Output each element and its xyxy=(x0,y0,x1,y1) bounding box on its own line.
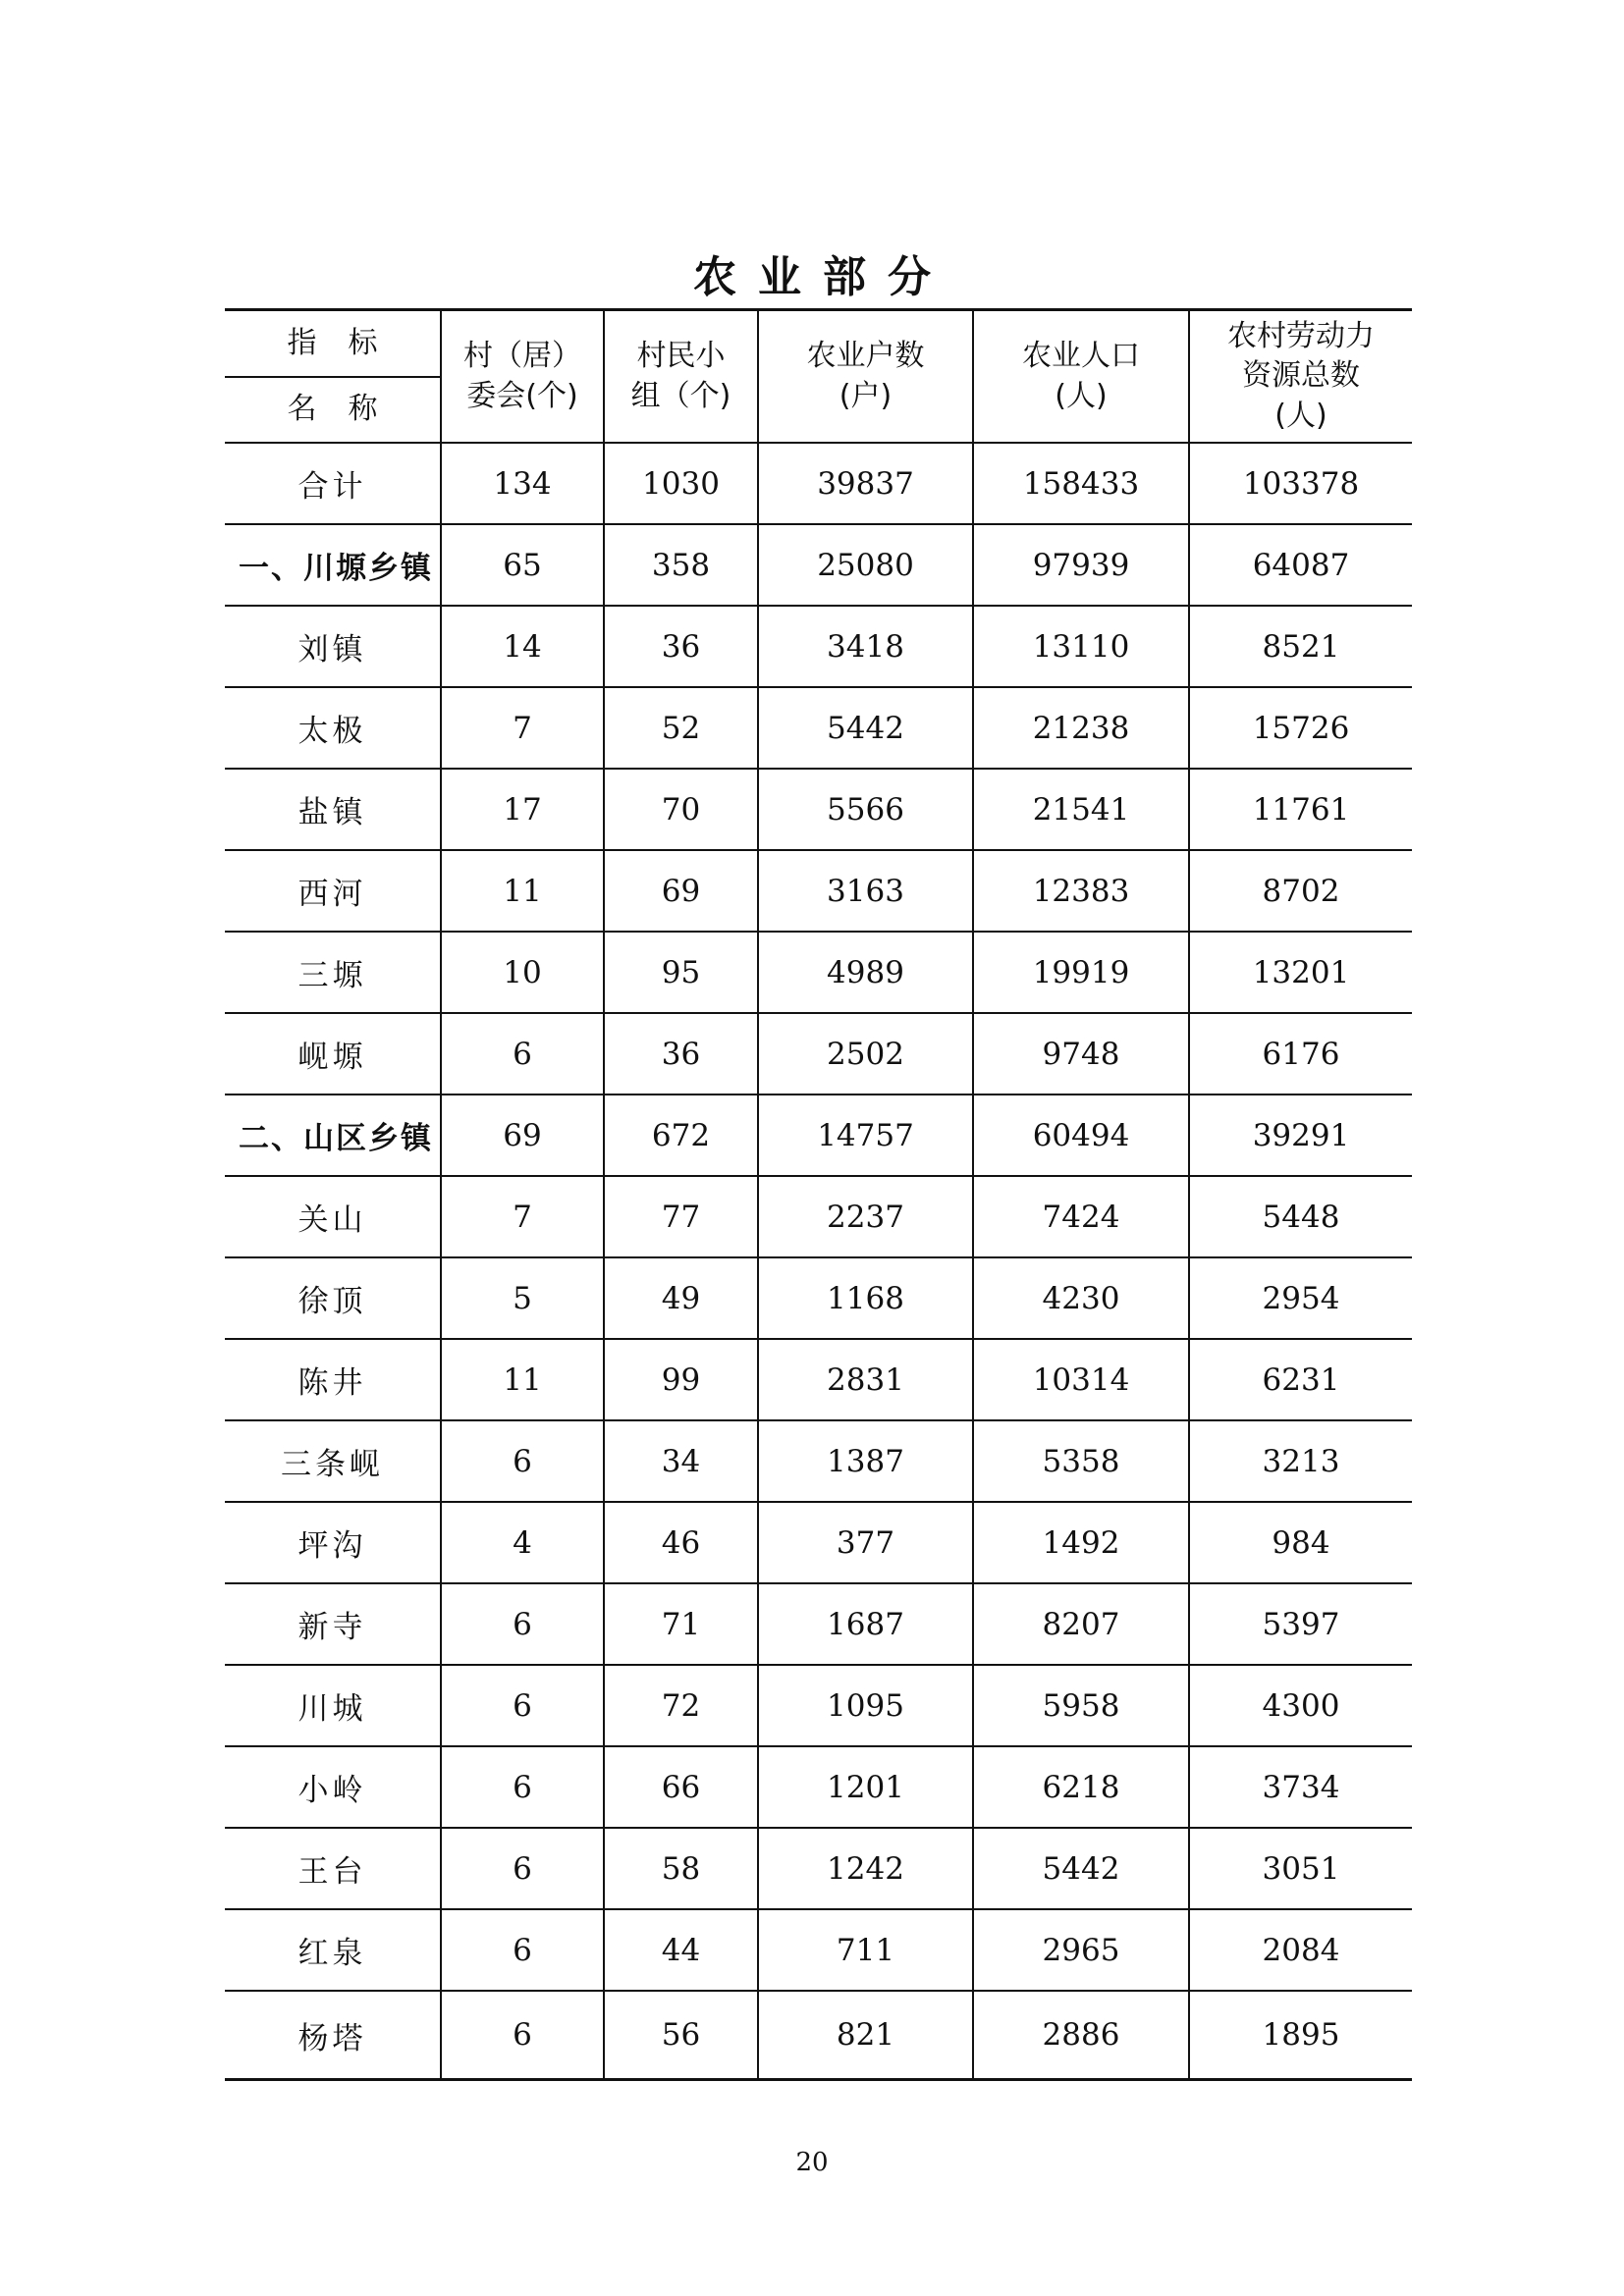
row-name: 岘塬 xyxy=(225,1013,441,1095)
cell-value: 21541 xyxy=(973,769,1189,850)
cell-value: 12383 xyxy=(973,850,1189,932)
cell-value: 5958 xyxy=(973,1665,1189,1746)
cell-value: 8702 xyxy=(1189,850,1412,932)
cell-value: 11761 xyxy=(1189,769,1412,850)
cell-value: 5 xyxy=(441,1257,604,1339)
cell-value: 1687 xyxy=(758,1583,973,1665)
cell-value: 10314 xyxy=(973,1339,1189,1420)
table-row xyxy=(225,1665,1412,1746)
row-name: 合计 xyxy=(225,443,441,524)
cell-value: 14 xyxy=(441,606,604,687)
cell-value: 1168 xyxy=(758,1257,973,1339)
cell-value: 2965 xyxy=(973,1909,1189,1991)
cell-value: 2831 xyxy=(758,1339,973,1420)
cell-value: 984 xyxy=(1189,1502,1412,1583)
cell-value: 2502 xyxy=(758,1013,973,1095)
group-row xyxy=(225,524,1412,606)
cell-value: 6176 xyxy=(1189,1013,1412,1095)
cell-value: 6231 xyxy=(1189,1339,1412,1420)
cell-value: 1242 xyxy=(758,1828,973,1909)
cell-value: 103378 xyxy=(1189,443,1412,524)
column-header-rural-labor-resources: 农村劳动力 资源总数 (人) xyxy=(1189,310,1412,444)
cell-value: 72 xyxy=(604,1665,758,1746)
cell-value: 3163 xyxy=(758,850,973,932)
row-name: 坪沟 xyxy=(225,1502,441,1583)
cell-value: 58 xyxy=(604,1828,758,1909)
cell-value: 3051 xyxy=(1189,1828,1412,1909)
cell-value: 13110 xyxy=(973,606,1189,687)
cell-value: 1492 xyxy=(973,1502,1189,1583)
cell-value: 6 xyxy=(441,1583,604,1665)
cell-value: 10 xyxy=(441,932,604,1013)
cell-value: 158433 xyxy=(973,443,1189,524)
table-row xyxy=(225,606,1412,687)
row-name: 刘镇 xyxy=(225,606,441,687)
cell-value: 69 xyxy=(604,850,758,932)
cell-value: 9748 xyxy=(973,1013,1189,1095)
cell-value: 358 xyxy=(604,524,758,606)
cell-value: 99 xyxy=(604,1339,758,1420)
cell-value: 821 xyxy=(758,1991,973,2080)
table-row xyxy=(225,1257,1412,1339)
row-name: 一、川塬乡镇 xyxy=(225,524,441,606)
cell-value: 70 xyxy=(604,769,758,850)
cell-value: 36 xyxy=(604,606,758,687)
cell-value: 7424 xyxy=(973,1176,1189,1257)
cell-value: 11 xyxy=(441,850,604,932)
row-name: 王台 xyxy=(225,1828,441,1909)
cell-value: 36 xyxy=(604,1013,758,1095)
cell-value: 5397 xyxy=(1189,1583,1412,1665)
header-row xyxy=(225,310,1412,444)
row-name: 二、山区乡镇 xyxy=(225,1095,441,1176)
table-row xyxy=(225,1583,1412,1665)
cell-value: 672 xyxy=(604,1095,758,1176)
group-row xyxy=(225,1095,1412,1176)
cell-value: 134 xyxy=(441,443,604,524)
cell-value: 6 xyxy=(441,1828,604,1909)
cell-value: 39837 xyxy=(758,443,973,524)
row-name: 关山 xyxy=(225,1176,441,1257)
cell-value: 4230 xyxy=(973,1257,1189,1339)
corner-header-indicator: 指标 xyxy=(225,311,440,378)
cell-value: 71 xyxy=(604,1583,758,1665)
page-number: 20 xyxy=(795,2148,829,2177)
table-row xyxy=(225,1339,1412,1420)
row-name: 川城 xyxy=(225,1665,441,1746)
cell-value: 5442 xyxy=(758,687,973,769)
table-row xyxy=(225,1828,1412,1909)
cell-value: 2084 xyxy=(1189,1909,1412,1991)
agriculture-table xyxy=(225,308,1412,2081)
row-name: 太极 xyxy=(225,687,441,769)
cell-value: 6 xyxy=(441,1665,604,1746)
cell-value: 6 xyxy=(441,1013,604,1095)
cell-value: 60494 xyxy=(973,1095,1189,1176)
cell-value: 711 xyxy=(758,1909,973,1991)
row-name: 盐镇 xyxy=(225,769,441,850)
column-header-agricultural-households: 农业户数 (户) xyxy=(758,310,973,444)
cell-value: 56 xyxy=(604,1991,758,2080)
table-row xyxy=(225,769,1412,850)
cell-value: 8207 xyxy=(973,1583,1189,1665)
table-row xyxy=(225,443,1412,524)
cell-value: 377 xyxy=(758,1502,973,1583)
cell-value: 3418 xyxy=(758,606,973,687)
cell-value: 46 xyxy=(604,1502,758,1583)
cell-value: 6218 xyxy=(973,1746,1189,1828)
cell-value: 1201 xyxy=(758,1746,973,1828)
row-name: 杨塔 xyxy=(225,1991,441,2080)
column-header-village-committees: 村（居） 委会(个) xyxy=(441,310,604,444)
cell-value: 5358 xyxy=(973,1420,1189,1502)
cell-value: 6 xyxy=(441,1746,604,1828)
row-name: 徐顶 xyxy=(225,1257,441,1339)
cell-value: 21238 xyxy=(973,687,1189,769)
column-header-villager-groups: 村民小 组（个) xyxy=(604,310,758,444)
cell-value: 5442 xyxy=(973,1828,1189,1909)
cell-value: 1895 xyxy=(1189,1991,1412,2080)
cell-value: 5448 xyxy=(1189,1176,1412,1257)
cell-value: 3213 xyxy=(1189,1420,1412,1502)
table-row xyxy=(225,1746,1412,1828)
cell-value: 39291 xyxy=(1189,1095,1412,1176)
table-row xyxy=(225,687,1412,769)
cell-value: 25080 xyxy=(758,524,973,606)
cell-value: 4300 xyxy=(1189,1665,1412,1746)
cell-value: 44 xyxy=(604,1909,758,1991)
cell-value: 5566 xyxy=(758,769,973,850)
table-row xyxy=(225,932,1412,1013)
cell-value: 64087 xyxy=(1189,524,1412,606)
cell-value: 4989 xyxy=(758,932,973,1013)
cell-value: 6 xyxy=(441,1991,604,2080)
cell-value: 1095 xyxy=(758,1665,973,1746)
cell-value: 69 xyxy=(441,1095,604,1176)
cell-value: 1387 xyxy=(758,1420,973,1502)
row-name: 小岭 xyxy=(225,1746,441,1828)
cell-value: 3734 xyxy=(1189,1746,1412,1828)
table-row xyxy=(225,1013,1412,1095)
cell-value: 2886 xyxy=(973,1991,1189,2080)
row-name: 西河 xyxy=(225,850,441,932)
cell-value: 2237 xyxy=(758,1176,973,1257)
cell-value: 15726 xyxy=(1189,687,1412,769)
corner-header-name: 名称 xyxy=(287,392,409,426)
row-name: 新寺 xyxy=(225,1583,441,1665)
cell-value: 66 xyxy=(604,1746,758,1828)
cell-value: 77 xyxy=(604,1176,758,1257)
cell-value: 2954 xyxy=(1189,1257,1412,1339)
cell-value: 7 xyxy=(441,687,604,769)
cell-value: 19919 xyxy=(973,932,1189,1013)
cell-value: 14757 xyxy=(758,1095,973,1176)
column-header-agricultural-population: 农业人口 (人) xyxy=(973,310,1189,444)
cell-value: 49 xyxy=(604,1257,758,1339)
cell-value: 4 xyxy=(441,1502,604,1583)
table-row xyxy=(225,850,1412,932)
cell-value: 97939 xyxy=(973,524,1189,606)
row-name: 三条岘 xyxy=(225,1420,441,1502)
table-row xyxy=(225,1502,1412,1583)
corner-header xyxy=(225,310,441,444)
cell-value: 17 xyxy=(441,769,604,850)
cell-value: 6 xyxy=(441,1909,604,1991)
cell-value: 13201 xyxy=(1189,932,1412,1013)
cell-value: 11 xyxy=(441,1339,604,1420)
row-name: 陈井 xyxy=(225,1339,441,1420)
page-title: 农业部分 xyxy=(693,252,952,302)
cell-value: 7 xyxy=(441,1176,604,1257)
cell-value: 8521 xyxy=(1189,606,1412,687)
table-row xyxy=(225,1420,1412,1502)
cell-value: 1030 xyxy=(604,443,758,524)
row-name: 红泉 xyxy=(225,1909,441,1991)
cell-value: 52 xyxy=(604,687,758,769)
table-row xyxy=(225,1991,1412,2080)
cell-value: 34 xyxy=(604,1420,758,1502)
table-row xyxy=(225,1176,1412,1257)
cell-value: 65 xyxy=(441,524,604,606)
cell-value: 6 xyxy=(441,1420,604,1502)
table-body xyxy=(225,443,1412,2080)
row-name: 三塬 xyxy=(225,932,441,1013)
table-row xyxy=(225,1909,1412,1991)
cell-value: 95 xyxy=(604,932,758,1013)
